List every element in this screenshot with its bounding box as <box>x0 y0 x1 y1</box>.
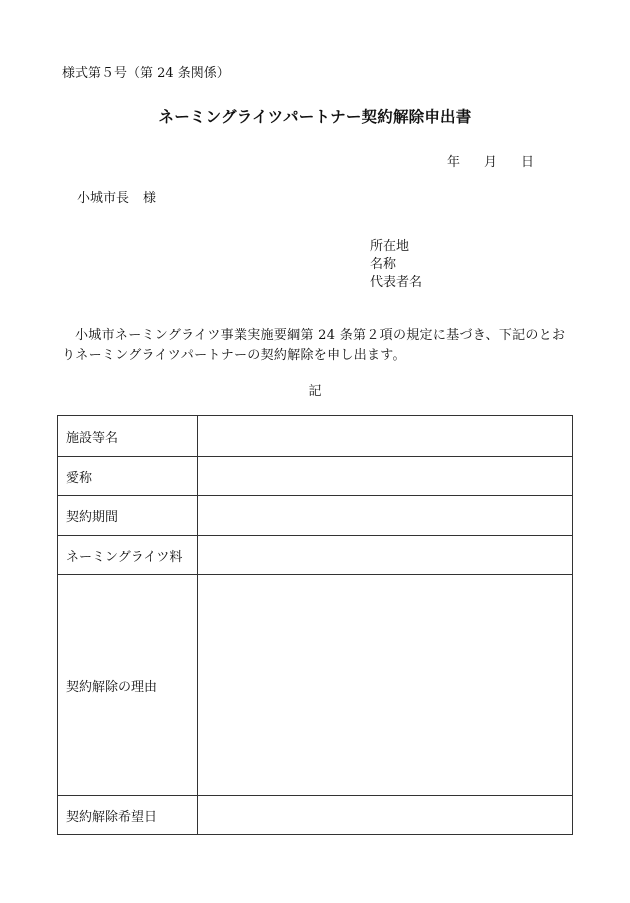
table-row <box>58 536 573 575</box>
termination-reason-field[interactable] <box>198 575 573 796</box>
row-label-contract-period: 契約期間 <box>58 496 198 536</box>
row-label-facility-name: 施設等名 <box>58 416 198 457</box>
facility-name-field[interactable] <box>198 416 573 457</box>
table-row <box>58 496 573 536</box>
recipient-name: 小城市長 <box>77 191 130 206</box>
table-row <box>58 796 573 835</box>
row-label-nickname: 愛称 <box>58 457 198 496</box>
form-number: 様式第５号（第 24 条関係） <box>62 66 230 81</box>
application-table <box>57 415 573 835</box>
table-row <box>58 575 573 796</box>
applicant-name-label: 名称 <box>370 257 397 272</box>
date-day-label: 日 <box>521 155 535 170</box>
applicant-representative-label: 代表者名 <box>370 275 423 290</box>
applicant-block <box>370 238 422 292</box>
table-row <box>58 457 573 496</box>
nickname-field[interactable] <box>198 457 573 496</box>
date-year-label: 年 <box>447 155 461 170</box>
recipient <box>77 187 156 206</box>
row-label-naming-rights-fee: ネーミングライツ料 <box>58 536 198 575</box>
date-month-label: 月 <box>484 155 498 170</box>
contract-period-field[interactable] <box>198 496 573 536</box>
body-text: 小城市ネーミングライツ事業実施要綱第 24 条第２項の規定に基づき、下記のとおりネーミングライツパートナーの契約解除を申し出ます。 <box>62 328 566 363</box>
desired-termination-date-field[interactable] <box>198 796 573 835</box>
date-line <box>447 151 534 170</box>
applicant-address-label: 所在地 <box>370 239 410 254</box>
row-label-desired-termination-date: 契約解除希望日 <box>58 796 198 835</box>
naming-rights-fee-field[interactable] <box>198 536 573 575</box>
document-title: ネーミングライツパートナー契約解除申出書 <box>158 108 472 126</box>
recipient-honorific: 様 <box>143 191 157 206</box>
table-row <box>58 416 573 457</box>
ki-label: 記 <box>308 384 322 399</box>
row-label-termination-reason: 契約解除の理由 <box>58 575 198 796</box>
